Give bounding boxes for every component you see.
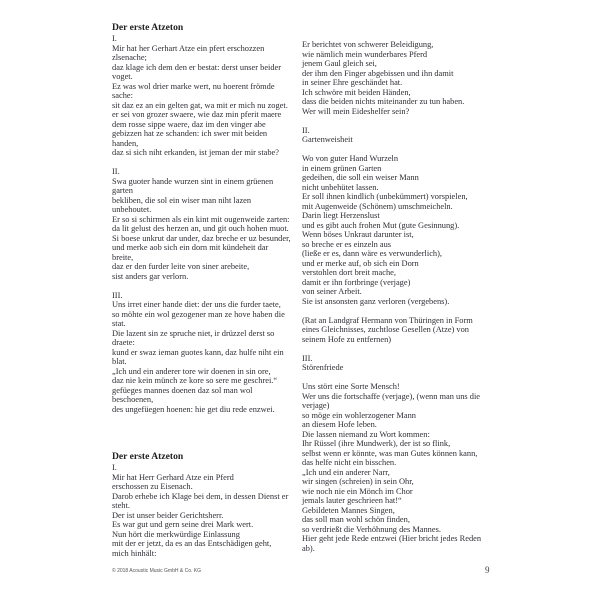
text-line: und er merke auf, ob sich ein Dorn — [302, 258, 419, 268]
text-line: so möge ein wohlerzogener Mann — [302, 410, 416, 420]
stanza-gap — [302, 145, 492, 155]
stanza — [112, 291, 302, 415]
text-line: I. — [112, 463, 117, 472]
text-line: Darin liegt Herzenslust — [302, 211, 380, 220]
text-line: Mir hat Herr Gerhard Atze ein Pferd — [112, 472, 234, 482]
text-line: II. — [112, 167, 120, 176]
text-line: Es war gut und gern seine drei Mark wert. — [112, 520, 254, 529]
text-line: selbst wenn er könnte, was man Gutes können kann, — [302, 448, 478, 458]
text-line: Wo von guter Hand Wurzeln — [302, 154, 399, 163]
text-line: Nun hört die merkwürdige Einlassung — [112, 529, 240, 539]
stanza-gap — [112, 158, 302, 168]
text-line: beschoenen, — [112, 395, 154, 404]
text-line: gedeihen, die soll ein weiser Mann — [302, 173, 419, 182]
text-line: von seiner Arbeit. — [302, 287, 362, 296]
text-line: so verdrießt die Verhöhnung des Mannes. — [302, 524, 441, 534]
text-line: Wer uns die fortschaffe (verjage), (wenn man uns die — [302, 391, 480, 401]
text-line: nicht unbehütet lassen. — [302, 182, 379, 192]
text-line: III. — [302, 353, 313, 363]
text-line: Hier geht jede Rede entzwei (Hier bricht jedes Reden — [302, 534, 482, 543]
text-line: Wenn böses Unkraut darunter ist, — [302, 230, 414, 239]
copyright-footer: © 2018 Acoustic Music GmbH & Co. KG — [112, 568, 201, 574]
section-title: Der erste Atzeton — [112, 451, 184, 462]
text-line: mit Augenweide (Schönem) umschmeicheln. — [302, 201, 453, 211]
text-line: Wer will mein Eideshelfer sein? — [302, 106, 410, 116]
text-line: breite, — [112, 252, 134, 262]
text-line: (Rat an Landgraf Hermann von Thüringen in Form — [302, 315, 473, 325]
text-line: daz si sich niht erkanden, ist jeman der mir stabe? — [112, 148, 279, 157]
text-line: an diesem Hofe leben. — [302, 420, 377, 429]
text-line: daz er den furder leite von siner arebeite, — [112, 262, 250, 271]
text-line: kund er swaz ieman guotes kann, daz hulfe niht ein — [112, 347, 284, 357]
text-line: Er berichtet von schwerer Beleidigung, — [302, 40, 434, 49]
text-line: eines Gleichnisses, zuchtlose Gesellen (Atze) von — [302, 325, 469, 334]
text-line: Sie ist ansonsten ganz verloren (vergebens). — [302, 296, 450, 306]
text-line: gebizzen hat ze schanden: ich swer mit beiden — [112, 129, 268, 138]
text-line: Darob erhebe ich Klage bei dem, in dessen Dienst er — [112, 491, 289, 501]
text-line: damit er ihn fortbringe (verjage) — [302, 277, 411, 287]
left-column-original — [112, 22, 302, 414]
text-line: sache: — [112, 91, 133, 100]
text-line: daz nie kein münch ze kore so sere me geschrei.“ — [112, 376, 278, 385]
text-line: wie nämlich mein wunderbares Pferd — [302, 49, 428, 59]
text-line: garten — [112, 186, 133, 195]
text-line: dem rosse sippe waere, daz im den vinger abe — [112, 119, 266, 129]
left-column-translation — [112, 451, 302, 558]
stanza — [302, 40, 492, 116]
text-line: in einem grünen Garten — [302, 163, 382, 173]
text-line: Er soll ihnen kindlich (unbekümmert) vorspielen, — [302, 192, 468, 201]
text-line: jemals lauter geschrieen hat!“ — [302, 496, 402, 505]
text-line: er sei von grozer swaere, wie daz min pferit maere — [112, 110, 282, 119]
stanza — [302, 382, 492, 553]
text-line: gefüeges mannes doenen daz sol man wol — [112, 385, 253, 395]
text-line: in seiner Ehre geschändet hat. — [302, 78, 403, 87]
stanza-gap — [302, 373, 492, 383]
text-line: Gartenweisheit — [302, 135, 353, 144]
stanza — [112, 34, 302, 158]
text-line: steht. — [112, 501, 130, 510]
stanza-gap — [302, 116, 492, 126]
stanza-gap — [302, 344, 492, 354]
text-line: mit der er jetzt, da es an das Entschädigen geht, — [112, 539, 272, 548]
text-line: Störenfriede — [302, 363, 344, 372]
stanza — [302, 154, 492, 306]
text-line: stat. — [112, 319, 126, 328]
text-line: mich hinhält: — [112, 548, 157, 558]
page-number: 9 — [485, 565, 490, 575]
stanza — [112, 463, 302, 558]
text-line: Der ist unser beider Gerichtsherr. — [112, 510, 224, 520]
text-line: Si boese unkrut dar under, daz breche er uz besunder, — [112, 233, 291, 243]
text-line: Er so si schirmen als ein kint mit ougenweide zarten: — [112, 214, 290, 224]
text-line: und es gibt auch frohen Mut (gute Gesinnung). — [302, 220, 460, 230]
text-line: Die lazent sin ze spruche niet, ir drüzzel derst so — [112, 328, 275, 338]
text-line: und merke aob sich ein dorn mit kündeheit dar — [112, 243, 269, 252]
text-line: das soll man wohl schön finden, — [302, 515, 410, 524]
text-line: verstohlen dort breit mache, — [302, 268, 396, 277]
text-line: I. — [112, 34, 117, 43]
text-line: wie noch nie ein Mönch im Chor — [302, 486, 413, 496]
text-line: Gebildeten Mannes Singen, — [302, 505, 395, 515]
text-line: verjage) — [302, 401, 330, 410]
text-line: Ez was wol drier marke wert, nu hoerent frömde — [112, 81, 275, 91]
text-line: II. — [302, 125, 310, 135]
text-line: das helfe nicht ein bisschen. — [302, 458, 397, 467]
text-line: Ich schwöre mit beiden Händen, — [302, 87, 411, 97]
right-column-translation — [302, 40, 492, 553]
text-line: seinem Hofe zu entfernen) — [302, 334, 392, 344]
text-line: so breche er es einzeln aus — [302, 239, 392, 249]
text-line: bekliben, die sol ein wiser man niht lazen — [112, 195, 252, 205]
text-line: zlsenache; — [112, 53, 147, 62]
text-line: „Ich und ein anderer tore wir doenen in sin ore, — [112, 366, 271, 376]
text-line: der ihm den Finger abgebissen und ihn damit — [302, 68, 454, 78]
text-line: Mir hat her Gerhart Atze ein pfert erschozzen — [112, 43, 265, 53]
stanza — [302, 354, 492, 373]
stanza-gap — [302, 306, 492, 316]
text-line: da lit gelust des herzen an, und git ouch hohen muot. — [112, 224, 289, 233]
section-title: Der erste Atzeton — [112, 22, 184, 33]
text-line: voget. — [112, 72, 133, 81]
text-line: sist anders gar verlorn. — [112, 271, 189, 281]
text-line: Uns stört eine Sorte Mensch! — [302, 382, 400, 391]
stanza — [302, 316, 492, 345]
text-line: draete: — [112, 338, 135, 347]
text-line: Ihr Rüssel (ihre Mundwerk), der ist so flink, — [302, 439, 451, 448]
text-line: dass die beiden nichts miteinander zu tun haben. — [302, 97, 465, 106]
text-line: jenem Gaul gleich sei, — [302, 59, 377, 68]
text-line: des ungefüegen hoenen: hie get diu rede enzwei. — [112, 404, 275, 414]
text-line: ab). — [302, 543, 315, 553]
text-line: III. — [112, 290, 123, 300]
stanza — [302, 126, 492, 145]
stanza — [112, 167, 302, 281]
text-line: Die lassen niemand zu Wort kommen: — [302, 429, 430, 439]
text-line: Swa guoter hande wurzen sint in einem grüenen — [112, 176, 274, 186]
text-line: erschossen zu Eisenach. — [112, 482, 193, 491]
text-line: Uns irret einer hande diet: der uns die furder taete, — [112, 300, 281, 309]
text-line: sit daz ez an ein gelten gat, wa mit er mich nu zoget. — [112, 100, 288, 110]
text-line: wir singen (schreien) in sein Ohr, — [302, 477, 414, 486]
text-line: blat. — [112, 357, 127, 366]
text-line: (ließe er es, dann wäre es verwunderlich), — [302, 249, 442, 258]
text-line: unbehoutet. — [112, 205, 152, 214]
text-line: handen, — [112, 138, 139, 148]
text-line: so möhte ein wol gezogener man ze hove haben die — [112, 309, 285, 319]
text-line: „Ich und ein anderer Narr, — [302, 467, 390, 477]
stanza-gap — [112, 281, 302, 291]
text-line: daz klage ich dem den er bestat: derst unser beider — [112, 62, 282, 72]
